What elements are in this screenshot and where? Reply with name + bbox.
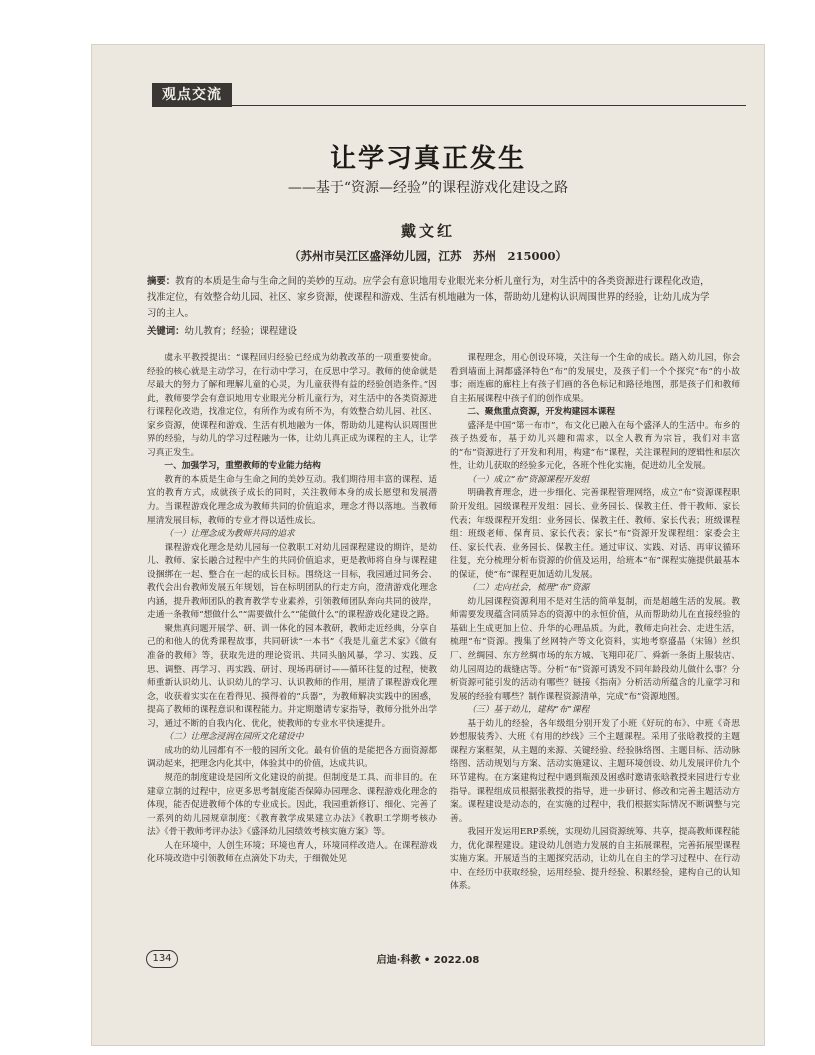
paragraph: 我园开发运用ERP系统，实现幼儿园资源统筹、共享，提高教师课程能力，优化课程建设。建设幼儿创造力发展的自主拓展课程，完善拓展型课程实施方案。开展适当的主题探究活动，让幼儿在自主的学习过程中、在行动中、在经历中获取经验，运用经验、提升经验、积累经验，建构自己的认知体系。 (450, 827, 740, 892)
keywords-label: 关键词： (147, 326, 185, 337)
keywords-text: 幼儿教育；经验；课程建设 (184, 326, 298, 337)
section-heading: （一）让理念成为教师共同的追求 (164, 529, 295, 540)
abstract-label: 摘要： (147, 276, 176, 287)
section-heading: （二）让理念浸润在园所文化建设中 (164, 732, 304, 743)
section-divider (232, 105, 746, 106)
section-heading: （一）成立“布”资源课程开发组 (467, 474, 590, 485)
article-subtitle: ——基于“资源—经验”的课程游戏化建设之路 (287, 180, 569, 196)
paragraph: 基于幼儿的经验，各年级组分别开发了小班《好玩的布》、中班《奇思妙想服装秀》、大班《有用的纱线》三个主题课程。采用了张晗教授的主题课程方案框架，从主题的来源、关键经验、经验脉络图、主题目标、活动脉络图、活动规划与方案、活动实施建议、主题环境创设、幼儿发展评价九个环节建构。在方案建构过程中遇到瓶颈及困惑时邀请张晗教授来园进行专业指导。课程组成员根据张教授的指导，进一步研讨、修改和完善主题活动方案。课程建设是动态的，在实施的过程中，我们根据实际情况不断调整与完善。 (450, 718, 740, 824)
section-label: 观点交流 (152, 83, 232, 107)
journal-page (92, 45, 764, 1045)
paragraph: 虞永平教授提出：“课程回归经验已经成为幼教改革的一项重要使命。经验的核心就是主动学习，在行动中学习，在反思中学习。教师的使命就是尽最大的努力了解和理解儿童的心灵，为儿童获得有益的经验创造条件。”因此，教师要学会有意识地用专业眼光分析儿童行为，对生活中的各类资源进行课程化改造，找准定位，有所作为或有所不为，有效整合幼儿园、社区、家乡资源，使课程和游戏、生活有机地融为一体，帮助幼儿建构认识周围世界的经验，与幼儿的学习过程融为一体，让幼儿真正成为课程的主人，让学习真正发生。 (147, 353, 437, 458)
page-number: 134 (146, 950, 178, 968)
author-name: 戴文红 (400, 222, 455, 240)
section-heading: （二）走向社会，梳理“布”资源 (467, 583, 590, 594)
section-heading: 一、加强学习，重塑教师的专业能力结构 (164, 461, 321, 472)
paragraph: 盛泽是中国“第一布市”，布文化已融入在每个盛泽人的生活中。布乡的孩子热爱布，基于幼儿兴趣和需求，以全人教育为宗旨，我们对丰富的“布”资源进行了开发和利用，构建“布”课程，关注课程间的逻辑性和层次性，让幼儿获取的经验多元化，各班个性化实施，促进幼儿全发展。 (450, 420, 740, 472)
paragraph: 教育的本质是生命与生命之间的美妙互动。我们期待用丰富的课程、适宜的教育方式，成就孩子成长的同时，关注教师本身的成长愿望和发展潜力。当课程游戏化理念成为教师共同的价值追求，理念才得以落地。当教师厘清发展目标，教师的专业才得以适性成长。 (147, 474, 437, 526)
paragraph: 课程理念，用心创设环境，关注每一个生命的成长。踏入幼儿园，你会看到墙面上洞都盛泽特色“布”的发展史，及孩子们一个个探究“布”的小故事；雨连廊的廊柱上有孩子们画的各色标记和路径地图，那是孩子们和教师自主拓展课程中孩子们的创作成果。 (450, 353, 740, 404)
keywords (147, 324, 717, 340)
section-heading: （三）基于幼儿，建构“布”课程 (467, 705, 590, 716)
paragraph: 幼儿园课程资源利用不是对生活的简单复制，而是超越生活的发展。教师需要发现蕴含同质异态的资源中的永恒价值，从而帮助幼儿在直接经验的基础上生成更加上位、升华的心理品质。为此，教师走向社会、走进生活，梳理“布”资源。搜集了丝网特产等文化资料，实地考察盛晶（宋锦）丝织厂、丝绸园、东方丝绸市场的东方城、飞翔印花厂、舜新一条街上服装店、幼儿园周边的裁缝店等。分析“布”资源可诱发不同年龄段幼儿做什么事？分析资源可能引发的活动有哪些？链接《指南》分析活动所蕴含的儿童学习和发展的经验有哪些？制作课程资源清单，完成“布”资源地图。 (450, 596, 740, 702)
article-title: 让学习真正发生 (329, 144, 526, 174)
journal-footer: 启迪·科教 • 2022.08 (376, 955, 480, 966)
abstract (147, 274, 717, 322)
abstract-text: 教育的本质是生命与生命之间的美妙的互动。应学会有意识地用专业眼光来分析儿童行为，对生活中的各类资源进行课程化改造，找准定位，有效整合幼儿园、社区、家乡资源，使课程和游戏、生活有机地融为一体，帮助幼儿建构认识周围世界的经验，让幼儿成为学习的主人。 (147, 276, 710, 319)
paragraph: 课程游戏化理念是幼儿园每一位教职工对幼儿园课程建设的期许，是幼儿、教师、家长融合过程中产生的共同价值追求，更是教师将自身与课程建设捆绑在一起、整合在一起的成长目标。围绕这一目标，我园通过同务会、教代会出台教师发展五年规划，旨在标明团队的行走方向，澄清游戏化理念内涵，提升教师团队的教育教学专业素养，引领教师团队奔向共同的彼岸，走通一条教师“想做什么”“需要做什么”“能做什么”的课程游戏化建设之路。 (147, 542, 437, 621)
author-affiliation: （苏州市吴江区盛泽幼儿园，江苏 苏州 215000） (288, 249, 567, 263)
paragraph: 明确教育理念，进一步细化、完善课程管理网络，成立“布”资源课程职阶开发组。园级课程开发组：园长、业务园长、保教主任、骨干教师、家长代表；年级课程开发组：业务园长、保教主任、教师、家长代表；班级课程组：班级老师、保育员、家长代表；家长“布”资源开发课程组：家委会主任、家长代表、业务园长、保教主任。通过审议、实践、对话、再审议循环往复，充分梳理分析布资源的价值及运用，给班本“布”课程实施提供最基本的保证，使“布”课程更加适幼儿发展。 (450, 488, 740, 580)
paragraph: 人在环境中，人创生环境；环境也育人，环境同样改造人。在课程游戏化环境改造中引领教师在点滴处下功夫，于细微处见 (147, 840, 437, 865)
paragraph: 成功的幼儿园都有不一般的园所文化。最有价值的是能把各方面资源都调动起来，把理念内化其中，体验其中的价值，达成共识。 (147, 745, 437, 770)
right-column (450, 352, 740, 894)
paragraph: 规范的制度建设是园所文化建设的前提。但制度是工具、而非目的。在建章立制的过程中，应更多思考制度能否保障办园理念、课程游戏化理念的体现，能否促进教师个体的专业成长。因此，我园重新修订、细化、完善了一系列的幼儿园规章制度：《教育教学成果建立办法》《教职工学期考核办法》《骨干教师考评办法》《盛泽幼儿园绩效考核实施方案》等。 (147, 772, 437, 838)
left-column (147, 352, 437, 867)
section-heading: 二、聚焦重点资源，开发构建园本课程 (467, 407, 616, 418)
paragraph: 聚焦真问题开展学、研、训一体化的园本教研，教师走近经典，分享自己的和他人的优秀课程故事，共同研读“一本书”《我是儿童艺术家》《做有准备的教师》等，获取先进的理论资讯、共同头脑风暴，学习、实践、反思、调整、再学习、再实践、研讨、现场再研讨——循环往复的过程，使教师重新认识幼儿、认识幼儿的学习、认识教师的作用，厘清了课程游戏化理念，收获着实实在在看得见、摸得着的“兵器”，为教师解决实践中的困惑，提高了教师的课程意识和课程能力。并定期邀请专家指导，教师分批外出学习，通过不断的自我内化、优化，使教师的专业水平快速提升。 (147, 623, 437, 729)
